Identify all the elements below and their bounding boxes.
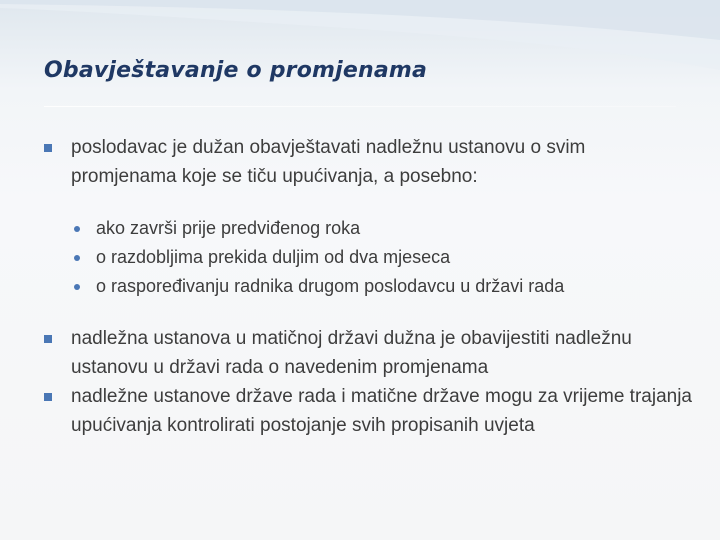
round-bullet-icon [74,255,80,261]
slide-content [44,133,694,440]
bullet-item-2 [44,324,694,382]
sub-bullet-text-3: o raspoređivanju radnika drugom poslodavcu u državi rada [96,276,565,296]
sub-bullet-item-2 [74,243,694,272]
sub-bullet-list [74,214,694,301]
bullet-item-1 [44,133,694,191]
sub-bullet-text-1: ako završi prije predviđenog roka [96,218,361,238]
bullet-text-2: nadležna ustanova u matičnoj državi dužna je obavijestiti nadležnu ustanovu u državi rada o navedenim promjenama [71,328,632,378]
bullet-text-1: poslodavac je dužan obavještavati nadležnu ustanovu o svim promjenama koje se tiču upućivanja, a posebno: [71,137,586,187]
round-bullet-icon [74,226,80,232]
bullet-item-3 [44,382,694,440]
slide-title: Obavještavanje o promjenama [44,58,428,83]
sub-bullet-text-2: o razdobljima prekida duljim od dva mjeseca [96,247,451,267]
square-bullet-icon [44,393,52,401]
round-bullet-icon [74,284,80,290]
square-bullet-icon [44,335,52,343]
square-bullet-icon [44,144,52,152]
sub-bullet-item-1 [74,214,694,243]
title-divider [44,106,676,107]
bullet-text-3: nadležne ustanove države rada i matične države mogu za vrijeme trajanja upućivanja kontrolirati postojanje svih propisanih uvjeta [71,386,692,436]
sub-bullet-item-3 [74,272,694,301]
